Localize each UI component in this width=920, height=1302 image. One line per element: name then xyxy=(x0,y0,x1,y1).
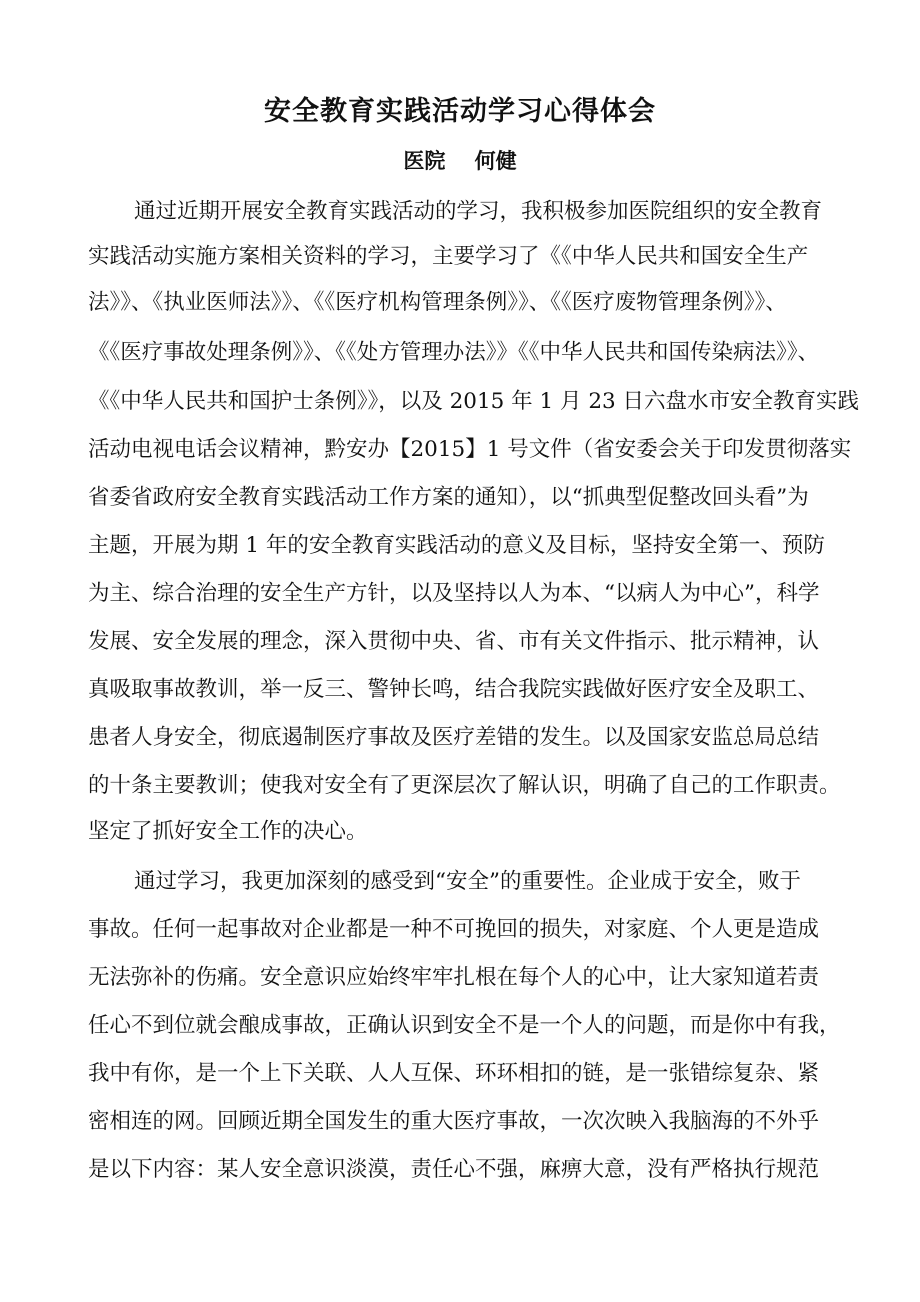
paragraph-2-line-7: 是以下内容：某人安全意识淡漠，责任心不强，麻痹大意，没有严格执行规范 xyxy=(88,1157,820,1182)
paragraph-2-line-2: 事故。任何一起事故对企业都是一种不可挽回的损失，对家庭、个人更是造成 xyxy=(88,917,820,942)
paragraph-2-line-5: 我中有你，是一个上下关联、人人互保、环环相扣的链，是一张错综复杂、紧 xyxy=(88,1061,820,1086)
paragraph-1-line-7: 省委省政府安全教育实践活动工作方案的通知），以“抓典型促整改回头看”为 xyxy=(88,485,809,510)
paragraph-2-line-1: 通过学习，我更加深刻的感受到“安全”的重要性。企业成于安全，败于 xyxy=(134,869,801,894)
document-title: 安全教育实践活动学习心得体会 xyxy=(264,96,656,127)
paragraph-1-line-12: 患者人身安全，彻底遏制医疗事故及医疗差错的发生。以及国家安监总局总结 xyxy=(88,725,820,750)
paragraph-1-line-10: 发展、安全发展的理念，深入贯彻中央、省、市有关文件指示、批示精神，认 xyxy=(88,629,820,654)
paragraph-1-line-1: 通过近期开展安全教育实践活动的学习，我积极参加医院组织的安全教育 xyxy=(134,199,823,224)
paragraph-1-line-3: 法》》、《执业医师法》》、《《医疗机构管理条例》》、《《医疗废物管理条例》》、 xyxy=(88,290,787,315)
paragraph-1-line-13: 的十条主要教训；使我对安全有了更深层次了解认识，明确了自己的工作职责。 xyxy=(88,773,841,798)
paragraph-2-line-6: 密相连的网。回顾近期全国发生的重大医疗事故，一次次映入我脑海的不外乎 xyxy=(88,1109,820,1134)
paragraph-1-line-14: 坚定了抓好安全工作的决心。 xyxy=(88,819,368,844)
paragraph-2-line-4: 任心不到位就会酿成事故，正确认识到安全不是一个人的问题，而是你中有我， xyxy=(88,1013,841,1038)
paragraph-1-line-9: 为主、综合治理的安全生产方针，以及坚持以人为本、“以病人为中心”，科学 xyxy=(88,581,820,606)
paragraph-1-line-2: 实践活动实施方案相关资料的学习，主要学习了《《中华人民共和国安全生产 xyxy=(88,244,809,269)
paragraph-1-line-8: 主题，开展为期 1 年的安全教育实践活动的意义及目标，坚持安全第一、预防 xyxy=(88,533,825,558)
paragraph-2-line-3: 无法弥补的伤痛。安全意识应始终牢牢扎根在每个人的心中，让大家知道若责 xyxy=(88,965,820,990)
paragraph-1-line-5: 《《中华人民共和国护士条例》》，以及 2015 年 1 月 23 日六盘水市安全教育实践 xyxy=(88,389,860,414)
document-author: 医院 何健 xyxy=(403,149,517,173)
paragraph-1-line-6: 活动电视电话会议精神，黔安办【2015】1 号文件（省安委会关于印发贯彻落实 xyxy=(88,437,852,462)
paragraph-1-line-11: 真吸取事故教训，举一反三、警钟长鸣，结合我院实践做好医疗安全及职工、 xyxy=(88,677,820,702)
paragraph-1-line-4: 《《医疗事故处理条例》》、《《处方管理办法》》《《中华人民共和国传染病法》》、 xyxy=(88,340,820,365)
